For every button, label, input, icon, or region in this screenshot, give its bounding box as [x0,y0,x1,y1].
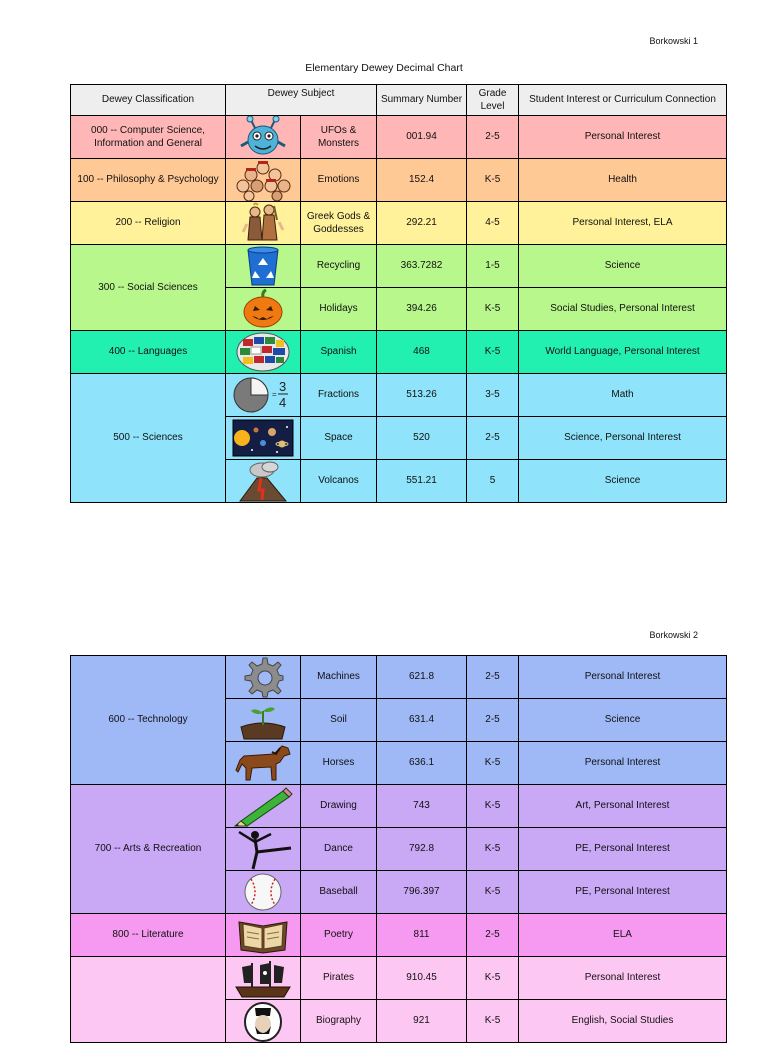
horse-icon [226,742,301,785]
summary-number-cell: 551.21 [377,460,467,503]
interest-cell: PE, Personal Interest [519,828,727,871]
summary-number-cell: 636.1 [377,742,467,785]
summary-number-cell: 621.8 [377,656,467,699]
classification-cell: 700 -- Arts & Recreation [71,785,226,914]
classification-cell: 000 -- Computer Science, Information and General [71,116,226,159]
chart-title: Elementary Dewey Decimal Chart [305,62,463,74]
subject-cell: Pirates [301,957,377,1000]
column-header-classification: Dewey Classification [71,85,226,116]
summary-number-cell: 796.397 [377,871,467,914]
subject-cell: Greek Gods & Goddesses [301,202,377,245]
classification-cell: 400 -- Languages [71,331,226,374]
page-1-header: Borkowski 1 [649,36,698,46]
summary-number-cell: 292.21 [377,202,467,245]
interest-cell: Science [519,699,727,742]
faces-icon [226,159,301,202]
fraction-pie-icon [226,374,301,417]
summary-number-cell: 363.7282 [377,245,467,288]
grade-level-cell: K-5 [467,828,519,871]
interest-cell: Personal Interest, ELA [519,202,727,245]
summary-number-cell: 468 [377,331,467,374]
grade-level-cell: 2-5 [467,656,519,699]
subject-cell: Baseball [301,871,377,914]
column-header-interest: Student Interest or Curriculum Connection [519,85,727,116]
grade-level-cell: 3-5 [467,374,519,417]
grade-level-cell: K-5 [467,288,519,331]
classification-cell: 600 -- Technology [71,656,226,785]
grade-level-cell: 1-5 [467,245,519,288]
interest-cell: Personal Interest [519,656,727,699]
table-row [71,656,727,699]
classification-cell [71,957,226,1043]
svg-text:=: = [272,390,277,399]
classification-cell: 800 -- Literature [71,914,226,957]
pirate-ship-icon [226,957,301,1000]
table-row [71,957,727,1000]
grade-level-cell: K-5 [467,159,519,202]
interest-cell: Personal Interest [519,116,727,159]
lincoln-portrait-icon [226,1000,301,1043]
recycle-bin-icon [226,245,301,288]
subject-cell: Recycling [301,245,377,288]
grade-level-cell: 4-5 [467,202,519,245]
summary-number-cell: 792.8 [377,828,467,871]
summary-number-cell: 910.45 [377,957,467,1000]
dewey-table-page-1 [70,84,727,503]
interest-cell: World Language, Personal Interest [519,331,727,374]
grade-level-cell: 2-5 [467,699,519,742]
classification-cell: 200 -- Religion [71,202,226,245]
grade-level-cell: K-5 [467,1000,519,1043]
summary-number-cell: 811 [377,914,467,957]
grade-level-cell: K-5 [467,331,519,374]
subject-cell: Spanish [301,331,377,374]
summary-number-cell: 921 [377,1000,467,1043]
interest-cell: Science [519,460,727,503]
grade-level-cell: K-5 [467,871,519,914]
summary-number-cell: 743 [377,785,467,828]
table-row [71,331,727,374]
subject-cell: Holidays [301,288,377,331]
subject-cell: Horses [301,742,377,785]
baseball-icon [226,871,301,914]
interest-cell: Art, Personal Interest [519,785,727,828]
interest-cell: Math [519,374,727,417]
dewey-table-page-2 [70,655,727,1043]
subject-cell: UFOs & Monsters [301,116,377,159]
table-row [71,202,727,245]
subject-cell: Machines [301,656,377,699]
column-header-subject: Dewey Subject [226,85,377,116]
subject-cell: Emotions [301,159,377,202]
subject-cell: Dance [301,828,377,871]
grade-level-cell: 2-5 [467,914,519,957]
classification-cell: 500 -- Sciences [71,374,226,503]
summary-number-cell: 631.4 [377,699,467,742]
open-book-icon [226,914,301,957]
grade-level-cell: 2-5 [467,116,519,159]
summary-number-cell: 520 [377,417,467,460]
pencil-icon [226,785,301,828]
subject-cell: Poetry [301,914,377,957]
pumpkin-icon [226,288,301,331]
interest-cell: ELA [519,914,727,957]
summary-number-cell: 152.4 [377,159,467,202]
grade-level-cell: K-5 [467,957,519,1000]
table-row [71,245,727,288]
interest-cell: PE, Personal Interest [519,871,727,914]
greek-gods-icon [226,202,301,245]
subject-cell: Soil [301,699,377,742]
summary-number-cell: 394.26 [377,288,467,331]
table-row [71,116,727,159]
flag-globe-icon [226,331,301,374]
interest-cell: Personal Interest [519,742,727,785]
interest-cell: Science, Personal Interest [519,417,727,460]
table-row [71,159,727,202]
grade-level-cell: 5 [467,460,519,503]
interest-cell: Personal Interest [519,957,727,1000]
solar-system-icon [226,417,301,460]
summary-number-cell: 513.26 [377,374,467,417]
svg-text:4: 4 [279,395,287,410]
sprout-soil-icon [226,699,301,742]
monster-icon [226,116,301,159]
summary-number-cell: 001.94 [377,116,467,159]
table-row [71,785,727,828]
page-2-header: Borkowski 2 [649,630,698,640]
interest-cell: English, Social Studies [519,1000,727,1043]
interest-cell: Social Studies, Personal Interest [519,288,727,331]
classification-cell: 100 -- Philosophy & Psychology [71,159,226,202]
grade-level-cell: K-5 [467,742,519,785]
gear-icon [226,656,301,699]
subject-cell: Volcanos [301,460,377,503]
table-row [71,914,727,957]
interest-cell: Health [519,159,727,202]
subject-cell: Drawing [301,785,377,828]
subject-cell: Space [301,417,377,460]
column-header-summary-number: Summary Number [377,85,467,116]
dancer-icon [226,828,301,871]
subject-cell: Biography [301,1000,377,1043]
svg-text:3: 3 [279,379,287,394]
volcano-icon [226,460,301,503]
subject-cell: Fractions [301,374,377,417]
grade-level-cell: 2-5 [467,417,519,460]
classification-cell: 300 -- Social Sciences [71,245,226,331]
column-header-grade-level: Grade Level [467,85,519,116]
interest-cell: Science [519,245,727,288]
table-row [71,374,727,417]
grade-level-cell: K-5 [467,785,519,828]
